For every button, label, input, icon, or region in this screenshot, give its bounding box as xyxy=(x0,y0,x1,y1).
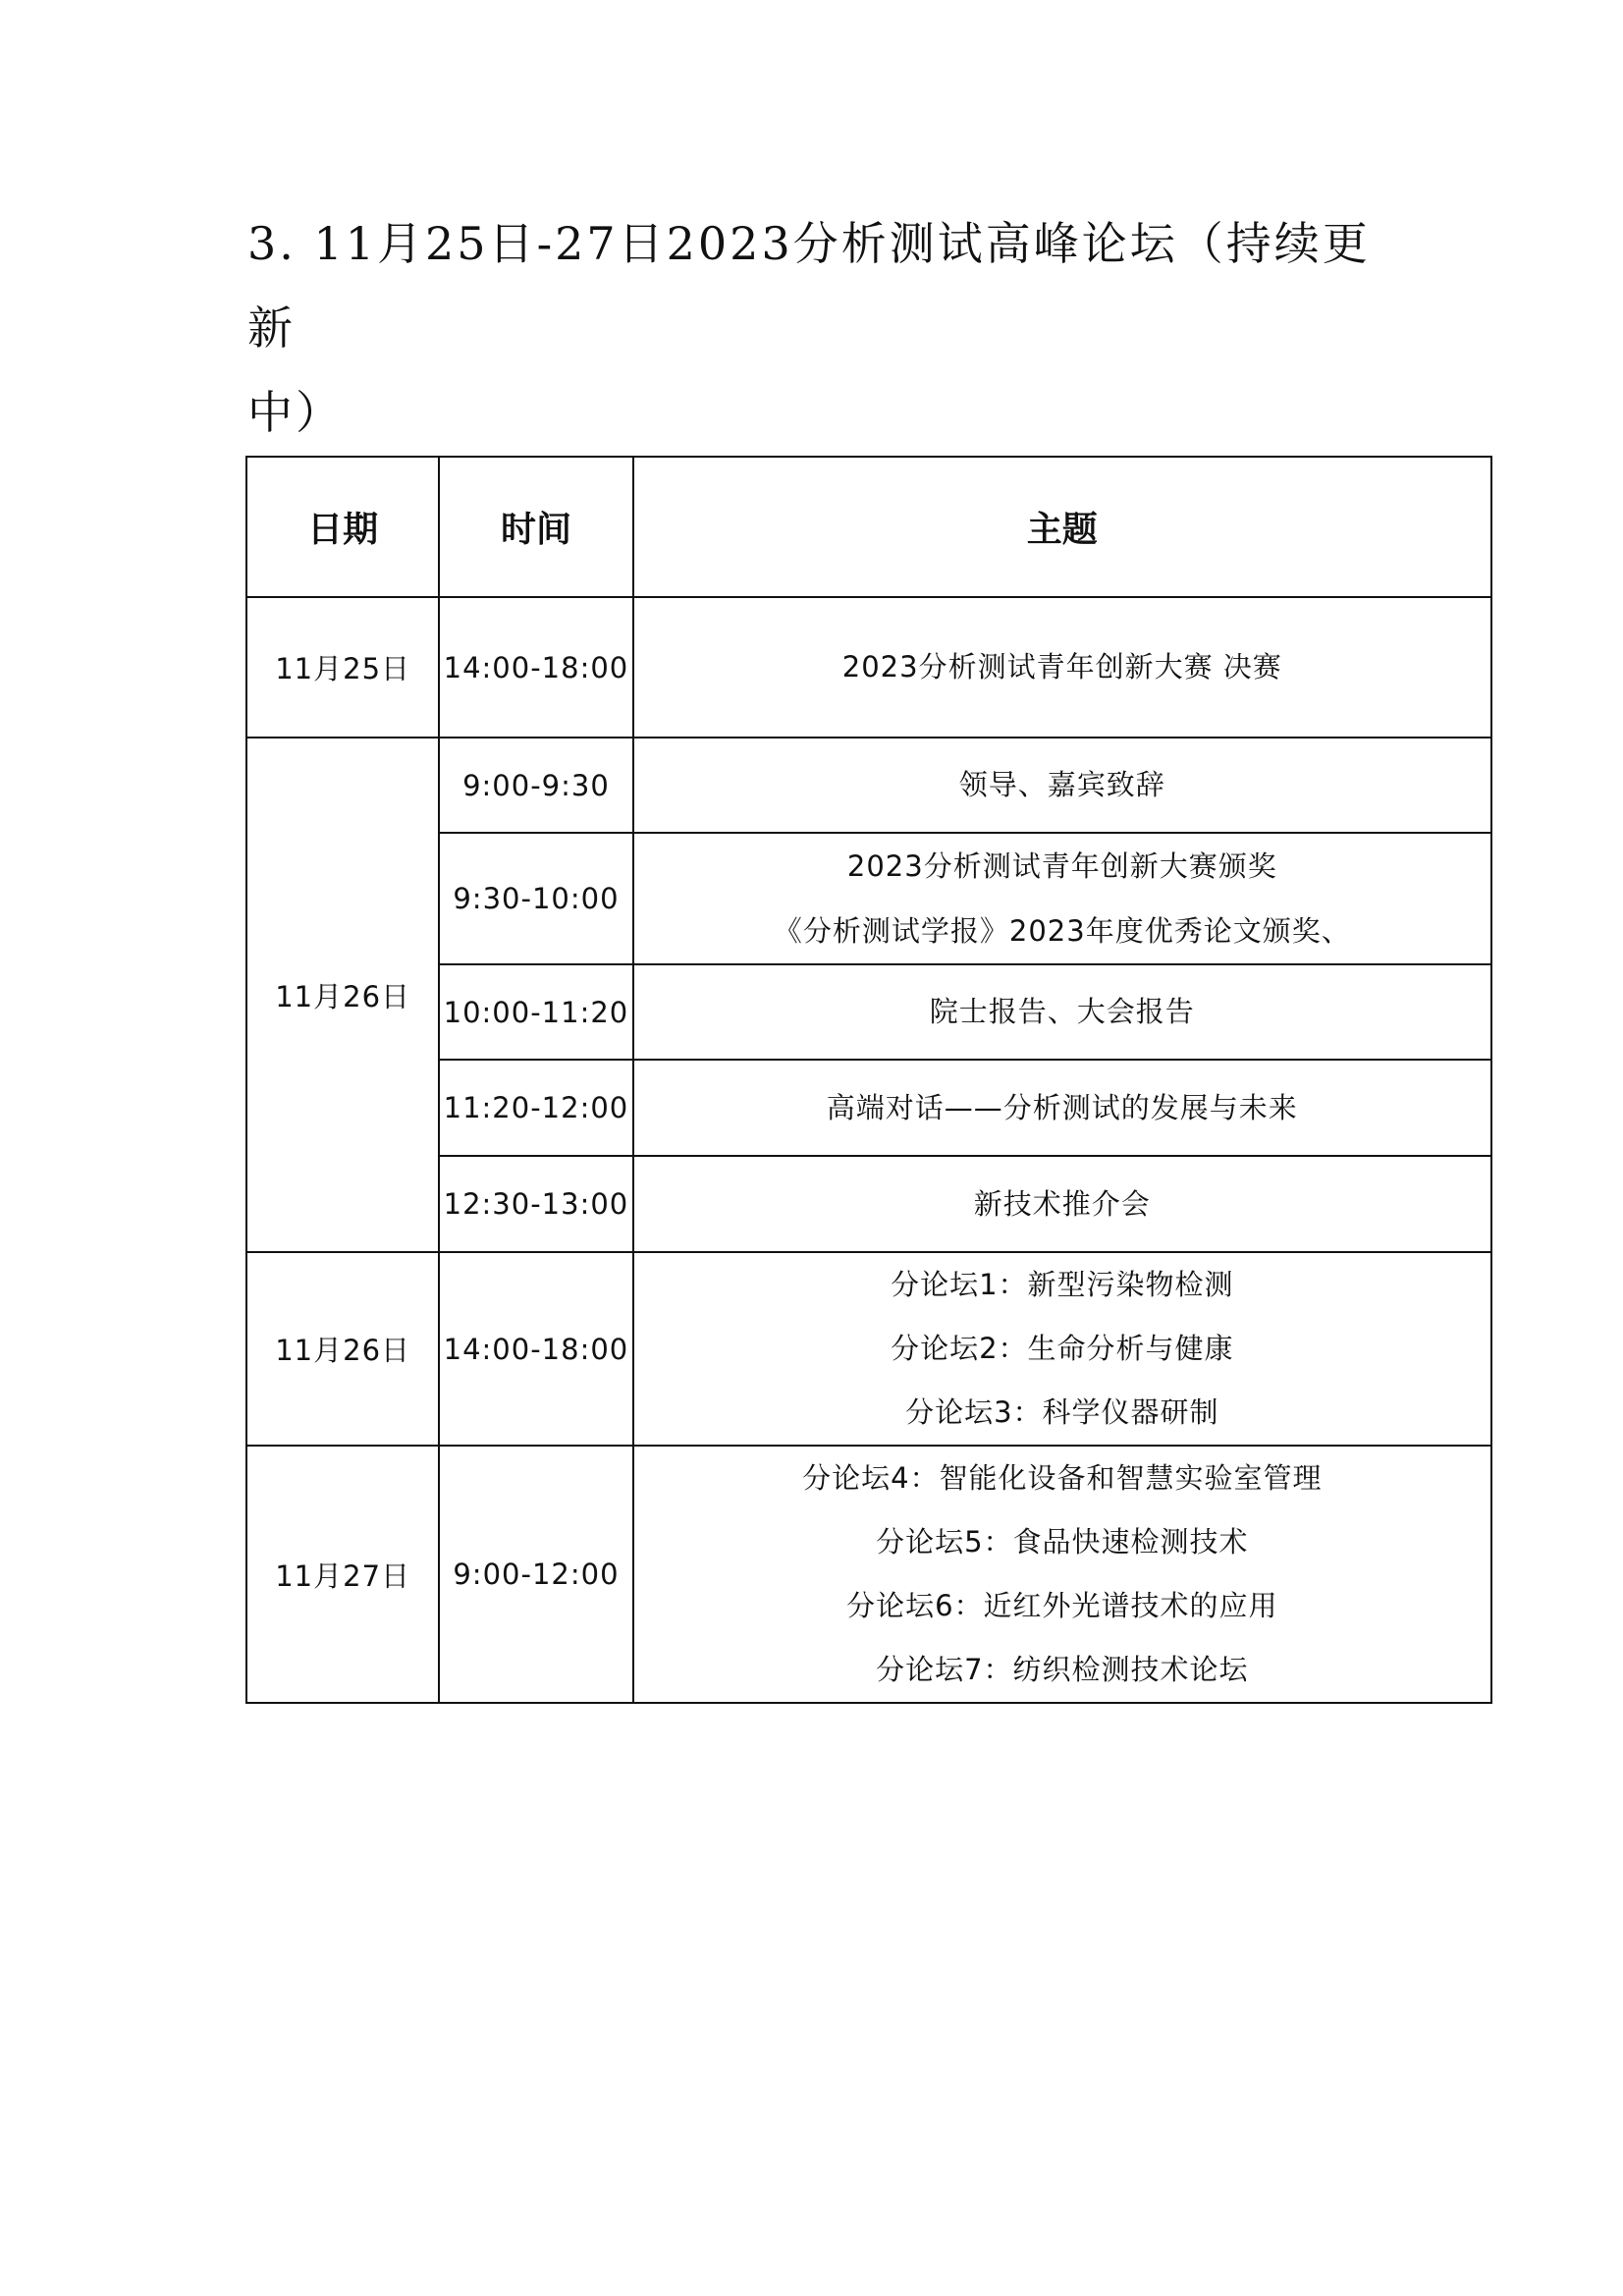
topic-item: 分论坛4：智能化设备和智慧实验室管理 xyxy=(802,1461,1323,1495)
topic-item: 2023分析测试青年创新大赛颁奖 xyxy=(846,849,1277,883)
topic-item: 新技术推介会 xyxy=(973,1186,1151,1221)
cell-date: 11月26日 xyxy=(246,738,439,1252)
heading-line-2: 中） xyxy=(247,386,344,439)
topic-item: 2023分析测试青年创新大赛 决赛 xyxy=(841,650,1282,683)
cell-time: 12:30-13:00 xyxy=(439,1156,632,1252)
cell-date: 11月26日 xyxy=(246,1252,439,1446)
cell-topic xyxy=(633,738,1491,833)
header-time: 时间 xyxy=(439,457,632,597)
topic-item: 分论坛7：纺织检测技术论坛 xyxy=(876,1653,1249,1686)
cell-topic xyxy=(633,1156,1491,1252)
cell-topic xyxy=(633,833,1491,964)
cell-time: 9:00-9:30 xyxy=(439,738,632,833)
cell-topic xyxy=(633,597,1491,738)
topic-item: 院士报告、大会报告 xyxy=(929,995,1195,1028)
heading-line-1: 3. 11月25日-27日2023分析测试高峰论坛（持续更新 xyxy=(247,217,1371,355)
topic-item: 领导、嘉宾致辞 xyxy=(958,768,1165,801)
topic-item: 分论坛3：科学仪器研制 xyxy=(905,1395,1219,1429)
cell-topic xyxy=(633,1252,1491,1446)
cell-time: 10:00-11:20 xyxy=(439,964,632,1060)
topic-item: 高端对话——分析测试的发展与未来 xyxy=(826,1090,1298,1124)
page-heading xyxy=(247,201,1386,455)
schedule-table xyxy=(245,456,1492,1704)
cell-topic xyxy=(633,1446,1491,1703)
table-header-row xyxy=(246,457,1491,597)
cell-topic xyxy=(633,964,1491,1060)
table-row xyxy=(246,597,1491,738)
cell-topic xyxy=(633,1060,1491,1156)
table-row xyxy=(246,1252,1491,1446)
table-row xyxy=(246,1446,1491,1703)
header-topic: 主题 xyxy=(633,457,1491,597)
topic-item: 分论坛1：新型污染物检测 xyxy=(891,1268,1234,1301)
cell-time: 11:20-12:00 xyxy=(439,1060,632,1156)
cell-date: 11月27日 xyxy=(246,1446,439,1703)
topic-item: 《分析测试学报》2023年度优秀论文颁奖、 xyxy=(773,914,1351,948)
topic-item: 分论坛5：食品快速检测技术 xyxy=(876,1525,1249,1558)
topic-item: 分论坛2：生命分析与健康 xyxy=(891,1332,1234,1365)
cell-date: 11月25日 xyxy=(246,597,439,738)
cell-time: 9:30-10:00 xyxy=(439,833,632,964)
cell-time: 9:00-12:00 xyxy=(439,1446,632,1703)
cell-time: 14:00-18:00 xyxy=(439,1252,632,1446)
cell-time: 14:00-18:00 xyxy=(439,597,632,738)
topic-item: 分论坛6：近红外光谱技术的应用 xyxy=(846,1589,1278,1622)
table-row xyxy=(246,738,1491,833)
header-date: 日期 xyxy=(246,457,439,597)
